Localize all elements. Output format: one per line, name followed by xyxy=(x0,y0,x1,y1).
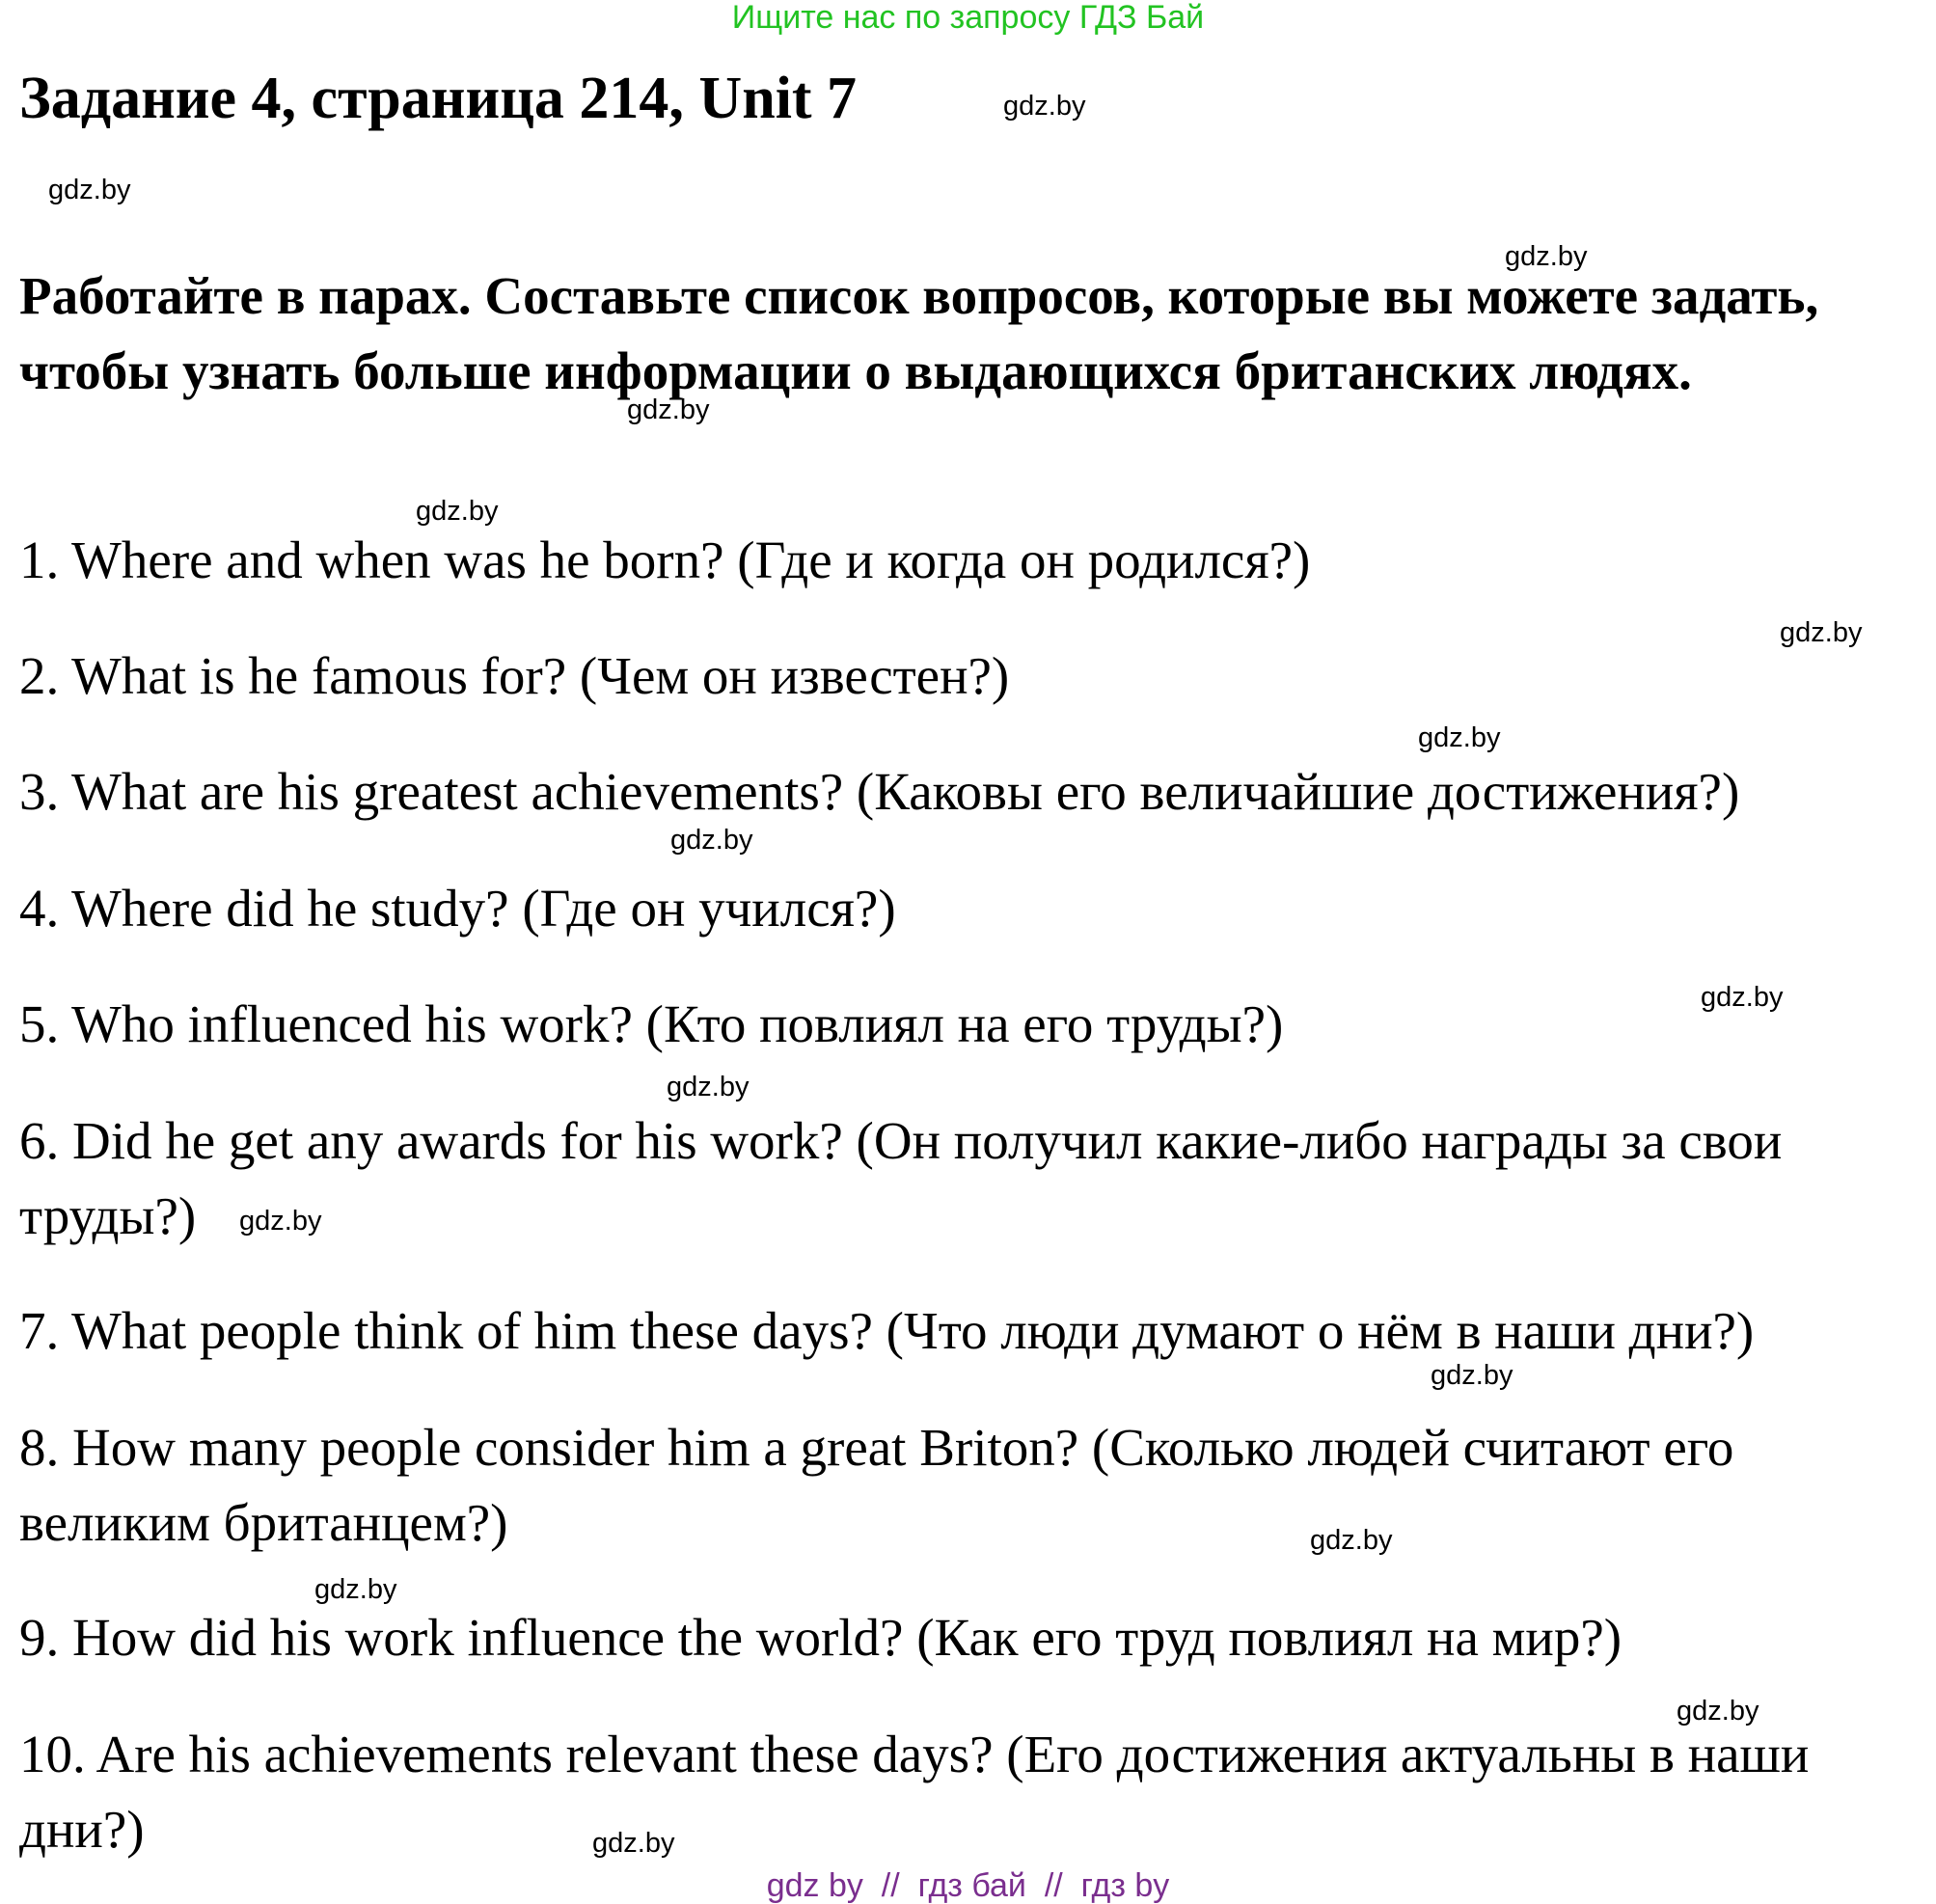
question-10: 10. Are his achievements relevant these days? (Его достижения актуальны в наши дни?) xyxy=(19,1725,1810,1859)
watermark: gdz.by xyxy=(667,1072,750,1102)
question-5: 5. Who influenced his work? (Кто повлиял на его труды?) xyxy=(19,994,1284,1053)
watermark: gdz.by xyxy=(1780,617,1863,648)
top-banner: Ищите нас по запросу ГДЗ Бай xyxy=(731,0,1205,36)
question-3: 3. What are his greatest achievements? (Каковы его величайшие достижения?) xyxy=(19,762,1740,821)
question-1: 1. Where and when was he born? (Где и когда он родился?) xyxy=(19,530,1311,589)
question-4: 4. Where did he study? (Где он учился?) xyxy=(19,879,896,938)
question-9: 9. How did his work influence the world? (Как его труд повлиял на мир?) xyxy=(19,1608,1622,1667)
watermark: gdz.by xyxy=(592,1828,675,1859)
task-instruction: Работайте в парах. Составьте список вопросов, которые вы можете задать, чтобы узнать больше информации о выдающихся британских людях. xyxy=(19,266,1819,400)
watermark: gdz.by xyxy=(1003,91,1086,122)
watermark: gdz.by xyxy=(1310,1525,1393,1556)
question-2: 2. What is he famous for? (Чем он известен?) xyxy=(19,646,1010,705)
watermark: gdz.by xyxy=(1505,241,1588,272)
question-8: 8. How many people consider him a great Briton? (Сколько людей считают его великим британцем?) xyxy=(19,1418,1734,1552)
watermark: gdz.by xyxy=(416,496,499,527)
watermark: gdz.by xyxy=(314,1574,397,1605)
page-title: Задание 4, страница 214, Unit 7 xyxy=(19,66,858,131)
question-6: 6. Did he get any awards for his work? (Он получил какие-либо награды за свои труды?) xyxy=(19,1111,1783,1245)
question-7: 7. What people think of him these days? (Что люди думают о нём в наши дни?) xyxy=(19,1301,1755,1360)
watermark: gdz.by xyxy=(1431,1360,1513,1391)
watermark: gdz.by xyxy=(1418,722,1501,753)
footer-links: gdz by // гдз бай // гдз by xyxy=(766,1867,1170,1904)
watermark: gdz.by xyxy=(239,1206,322,1237)
watermark: gdz.by xyxy=(670,825,753,856)
watermark: gdz.by xyxy=(627,394,710,425)
watermark: gdz.by xyxy=(1701,982,1784,1013)
watermark: gdz.by xyxy=(1677,1696,1759,1727)
watermark: gdz.by xyxy=(48,175,131,205)
